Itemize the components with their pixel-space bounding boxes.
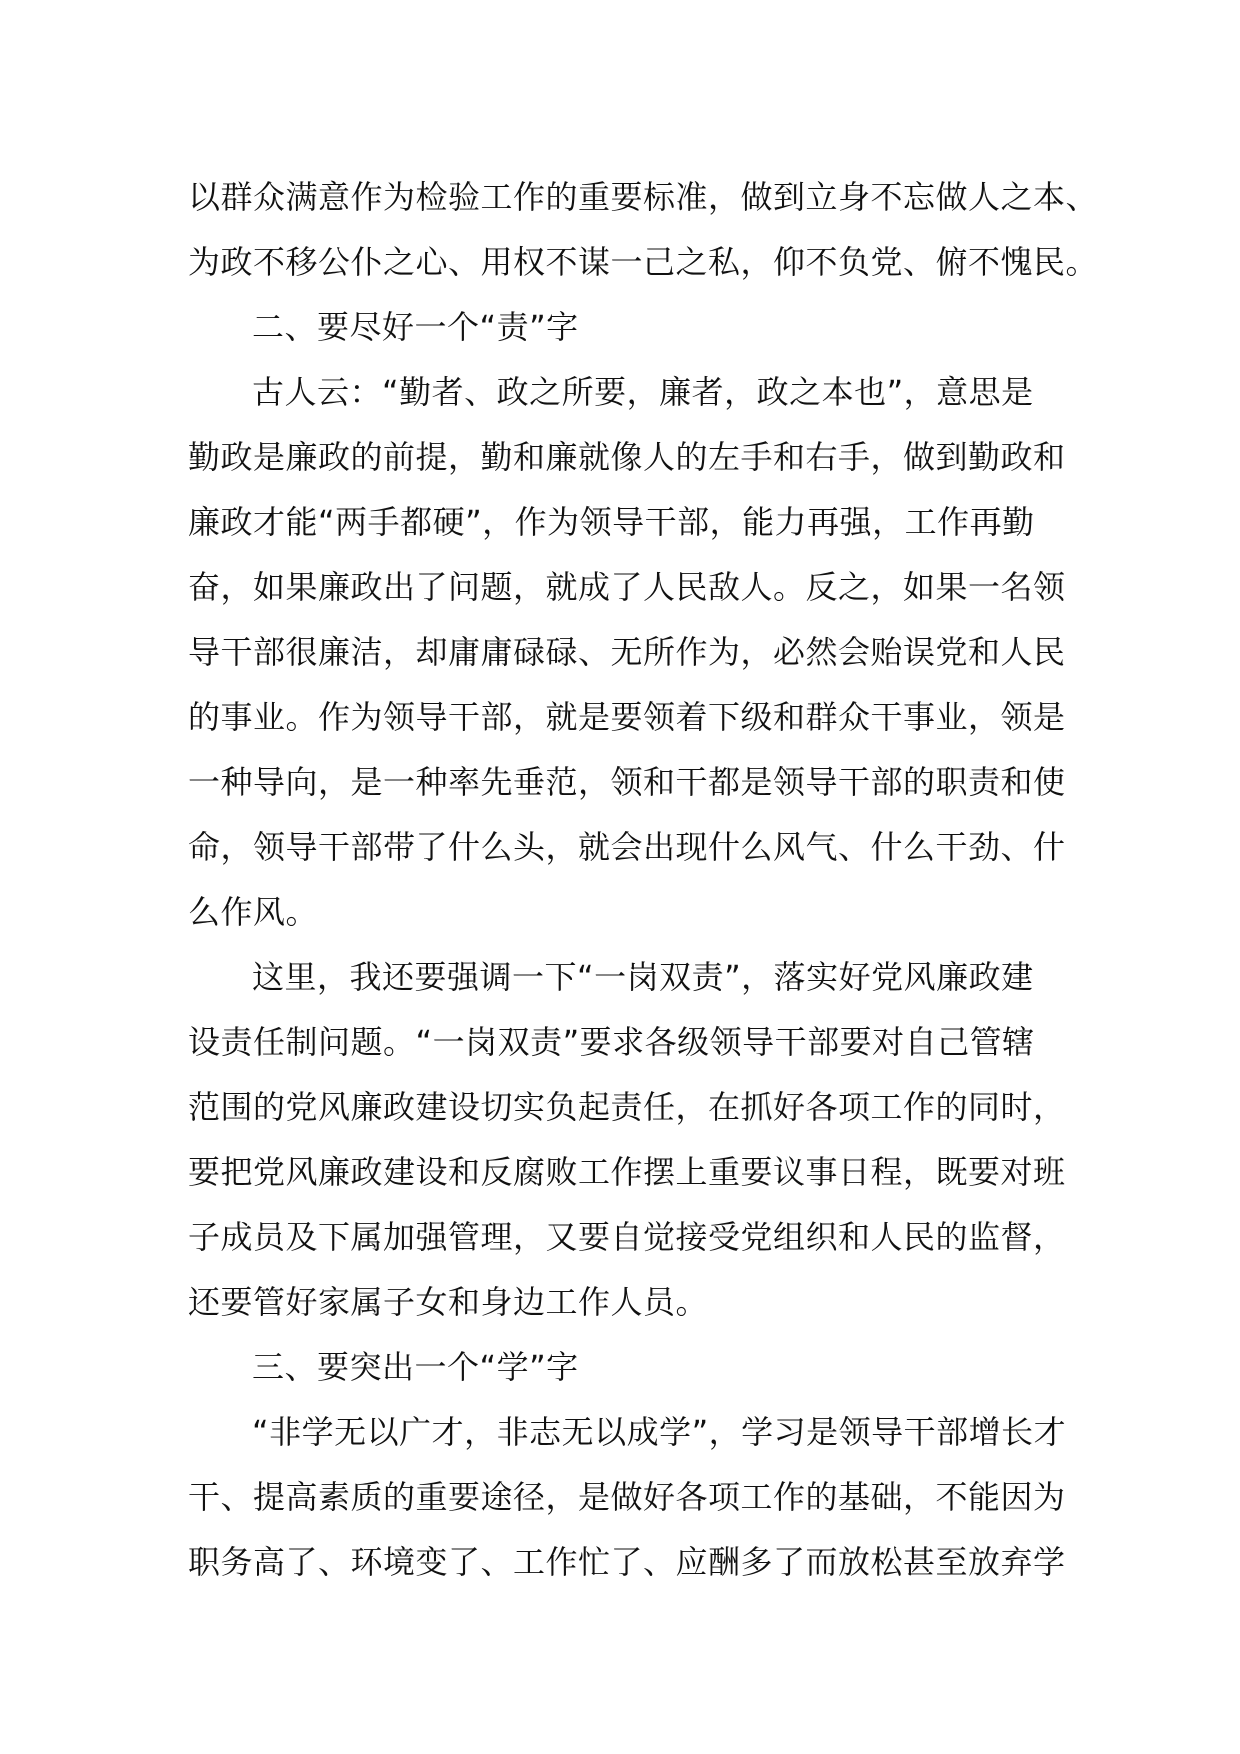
text-line: 职务高了、环境变了、工作忙了、应酬多了而放松甚至放弃学 bbox=[188, 1543, 1066, 1581]
text-line: 要把党风廉政建设和反腐败工作摆上重要议事日程，既要对班 bbox=[188, 1153, 1066, 1191]
section-heading: 二、要尽好一个“责”字 bbox=[252, 308, 579, 346]
text-line: 干、提高素质的重要途径，是做好各项工作的基础，不能因为 bbox=[188, 1478, 1066, 1516]
text-line: 廉政才能“两手都硬”，作为领导干部，能力再强，工作再勤 bbox=[188, 503, 1035, 541]
paragraph-start: 古人云：“勤者、政之所要，廉者，政之本也”，意思是 bbox=[252, 373, 1034, 411]
text-line: 导干部很廉洁，却庸庸碌碌、无所作为，必然会贻误党和人民 bbox=[188, 633, 1066, 671]
document-body bbox=[188, 165, 1099, 1595]
paragraph-start: 这里，我还要强调一下“一岗双责”，落实好党风廉政建 bbox=[252, 958, 1034, 996]
text-line: 命，领导干部带了什么头，就会出现什么风气、什么干劲、什 bbox=[188, 828, 1066, 866]
section-heading: 三、要突出一个“学”字 bbox=[252, 1348, 579, 1386]
text-line: 还要管好家属子女和身边工作人员。 bbox=[188, 1283, 709, 1321]
text-line: 子成员及下属加强管理，又要自觉接受党组织和人民的监督， bbox=[188, 1218, 1066, 1256]
text-line: 么作风。 bbox=[188, 893, 319, 931]
text-line: 的事业。作为领导干部，就是要领着下级和群众干事业，领是 bbox=[188, 698, 1066, 736]
text-line: 奋，如果廉政出了问题，就成了人民敌人。反之，如果一名领 bbox=[188, 568, 1066, 606]
text-line: 以群众满意作为检验工作的重要标准，做到立身不忘做人之本、 bbox=[188, 178, 1099, 216]
text-line: 勤政是廉政的前提，勤和廉就像人的左手和右手，做到勤政和 bbox=[188, 438, 1066, 476]
text-line: 为政不移公仆之心、用权不谋一己之私，仰不负党、俯不愧民。 bbox=[188, 243, 1099, 281]
text-line: 一种导向，是一种率先垂范，领和干都是领导干部的职责和使 bbox=[188, 763, 1066, 801]
text-line: 范围的党风廉政建设切实负起责任，在抓好各项工作的同时， bbox=[188, 1088, 1066, 1126]
text-line: 设责任制问题。“一岗双责”要求各级领导干部要对自己管辖 bbox=[188, 1023, 1035, 1061]
paragraph-start: “非学无以广才，非志无以成学”，学习是领导干部增长才 bbox=[252, 1413, 1067, 1451]
